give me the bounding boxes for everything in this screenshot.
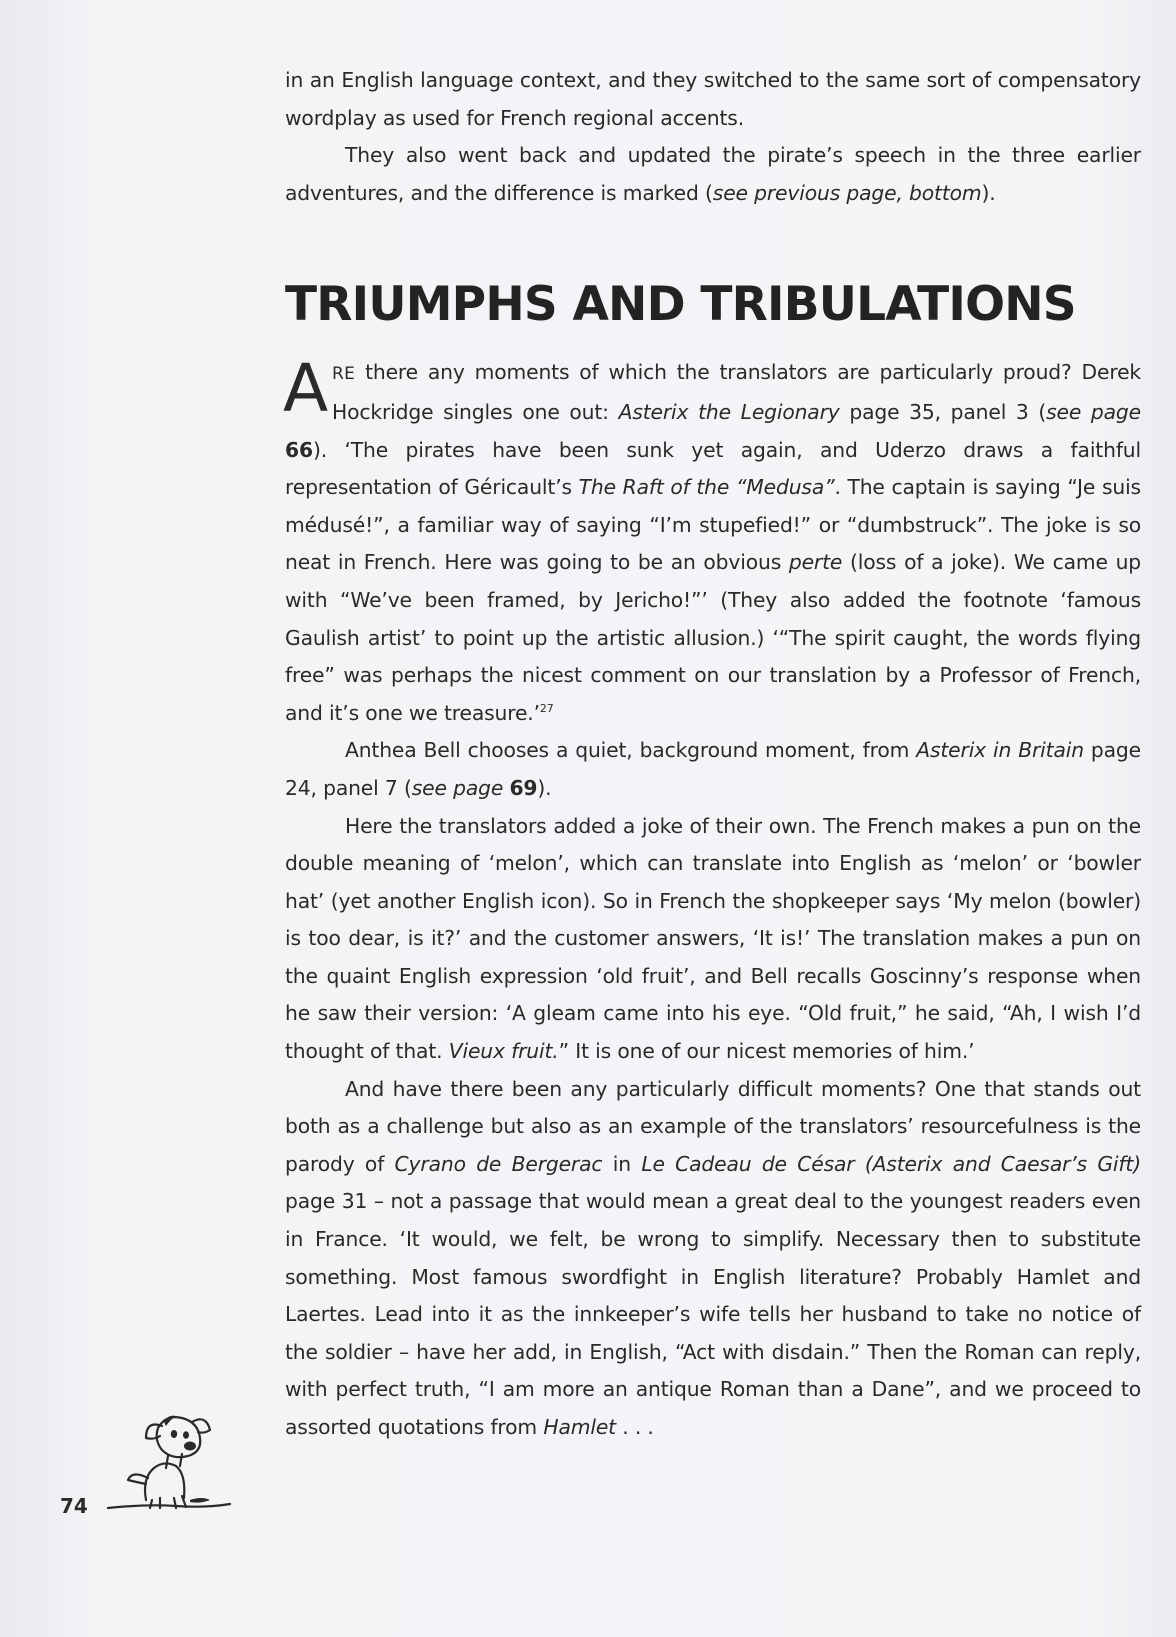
dogmatix-dog-icon: [106, 1408, 232, 1518]
body-text: Here the translators added a joke of their own. The French makes a pun on the double meaning of ‘melon’, which can translate into English as ‘melon’ or ‘bowler hat’ (yet another English icon). So in French the shopkeeper says ‘My melon (bowler) is too dear, is it?’ and the customer answers, ‘It is!’ The translation makes a pun on the quaint English expression ‘old fruit’, and Bell recalls Goscinny’s response when he saw their version: ‘A gleam came into his eye. “Old fruit,” he said, “Ah, I wish I’d thought of that.: [285, 813, 1141, 1064]
play-title: Cyrano de Bergerac: [394, 1151, 603, 1176]
body-text: . The captain is saying “Je suis médusé!”, a familiar way of saying “I’m stupefied!” or “dumbstruck”. The joke is so neat in French. Here was going to be an obvious: [285, 475, 1141, 575]
intro-text: in an English language context, and they switched to the same sort of compensatory wordplay as used for French regional accents.: [285, 68, 1141, 130]
drop-cap: A: [283, 350, 328, 428]
cross-reference: see previous page, bottom: [712, 180, 982, 205]
body-text: ).: [537, 775, 552, 800]
page-reference: 66: [285, 437, 313, 462]
see-page-label: see page: [1046, 399, 1141, 424]
body-text: . . .: [615, 1415, 654, 1439]
text-column: [285, 62, 1141, 1447]
body-text: page 24, panel 7 (: [285, 738, 1141, 800]
body-text: And have there been any particularly difficult moments? One that stands out both as a challenge but also as an example of the translators’ resourcefulness is the parody of: [285, 1076, 1141, 1176]
book-title: Le Cadeau de César (Asterix and Caesar’s Gift): [641, 1151, 1141, 1176]
body-text: (loss of a joke). We came up with “We’ve been framed, by Jericho!”’ (They also added the footnote ‘famous Gaulish artist’ to point up the artistic allusion.) ‘“The spirit caught, the words flying free” was perhaps the nicest comment on our translation by a Professor of French, and it’s one we treasure.’: [285, 550, 1141, 725]
see-page-label: see page: [411, 775, 504, 800]
lead-in: RE: [332, 364, 356, 385]
book-title: Asterix in Britain: [916, 738, 1084, 763]
body-paragraph-2: [285, 732, 1141, 807]
page-reference: 69: [509, 775, 538, 800]
body-paragraph-4: [285, 1071, 1141, 1447]
french-word: perte: [788, 550, 843, 575]
body-text: there any moments of which the translators are particularly proud? Derek Hockridge singles one out:: [332, 360, 1141, 424]
intro-paragraph-1: [285, 62, 1141, 137]
body-paragraph-1: [283, 350, 1141, 732]
section-heading: TRIUMPHS AND TRIBULATIONS: [285, 277, 1076, 333]
artwork-title: The Raft of the “Medusa”: [578, 475, 835, 500]
body-text: page 35, panel 3 (: [839, 399, 1047, 424]
page-number: 74: [60, 1494, 88, 1518]
book-title: Asterix the Legionary: [618, 399, 840, 424]
body-paragraph-3: [285, 808, 1141, 1071]
body-text: ” It is one of our nicest memories of him.’: [558, 1039, 975, 1064]
french-phrase: Vieux fruit.: [448, 1039, 559, 1064]
body-text: Anthea Bell chooses a quiet, background moment, from: [345, 738, 917, 763]
footnote-marker: 27: [539, 701, 554, 715]
body-text: in: [602, 1151, 642, 1176]
intro-paragraph-2: [285, 137, 1141, 212]
body-text: page 31 – not a passage that would mean a great deal to the youngest readers even in France. ‘It would, we felt, be wrong to simplify. Necessary then to substitute something. Most famous swordfight in English literature? Probably Hamlet and Laertes. Lead into it as the innkeeper’s wife tells her husband to take no notice of the soldier – have her add, in English, “Act with disdain.” Then the Roman can reply, with perfect truth, “I am more an antique Roman than a Dane”, and we proceed to assorted quotations from: [285, 1189, 1141, 1439]
intro-text: ).: [981, 180, 996, 205]
play-title: Hamlet: [543, 1415, 616, 1439]
intro-text: They also went back and updated the pirate’s speech in the three earlier adventures, and the difference is marked (: [285, 143, 1141, 205]
body-text: ). ‘The pirates have been sunk yet again, and Uderzo draws a faithful representation of Géricault’s: [285, 437, 1141, 500]
